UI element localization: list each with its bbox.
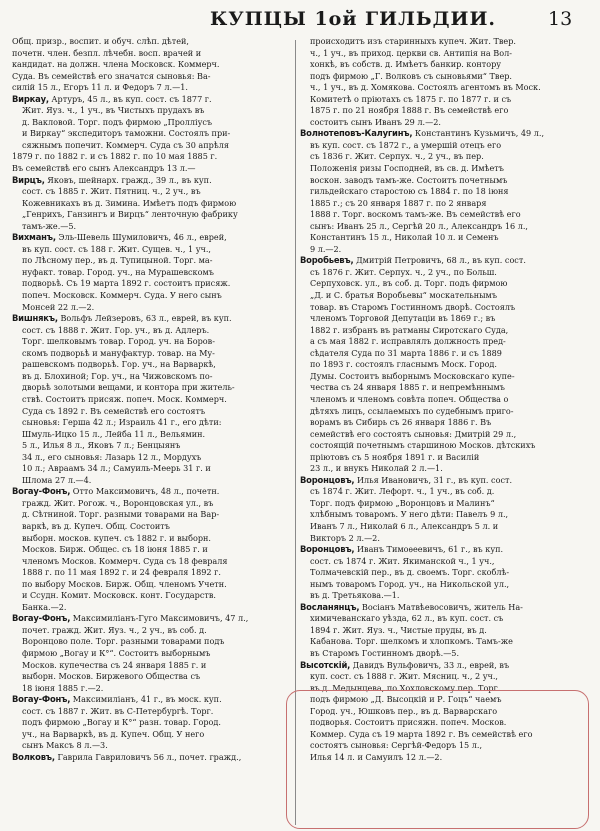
line-text: 10 л.; Авраамъ 34 л.; Самуиль-Меерь 31 г. и: [22, 463, 211, 474]
line-text: происходитъ изъ старинныхъ купеч. Жит. Твер.: [310, 36, 516, 46]
text-line: [300, 348, 590, 360]
text-line: [12, 278, 302, 290]
line-text: Банка.—2.: [22, 601, 67, 612]
text-line: [12, 71, 302, 83]
line-text: Максимиліанъ-Гуго Максимовичъ, 47 л.,: [70, 613, 249, 624]
line-text: Жит. Яуз. ч., 1 уч., въ Чистыхъ прудахъ въ: [22, 105, 205, 116]
line-text: Иванъ Тимоѳеевичъ, 61 г., въ куп.: [354, 544, 504, 555]
line-text: выборн. Москов. Биржевого Общества съ: [22, 671, 201, 682]
line-text: съ 1876 г. Жит. Серпух. ч., 2 уч., по Больш.: [310, 266, 497, 277]
line-text: подъ фирмою „Д. Высоцкій и Р. Гоцъ“ чаемъ: [310, 694, 502, 705]
line-text: 23 л., и внукъ Николай 2 л.—1.: [310, 463, 443, 474]
line-text: рашевскомъ подворьѣ. Гор. уч., на Варваркѣ,: [22, 359, 216, 370]
line-text: съ 1874 г. Жит. Лефорт. ч., 1 уч., въ соб. д.: [310, 486, 495, 497]
text-line: [12, 371, 302, 383]
line-text: Давидъ Вульфовичъ, 33 л., еврей, въ: [350, 659, 510, 670]
line-text: уч., на Варваркѣ, въ д. Купеч. Общ. У него: [22, 728, 205, 739]
text-line: [12, 209, 302, 221]
line-text: Шлома 27 л.—4.: [22, 474, 92, 485]
line-text: сыновья: Герша 42 л.; Израиль 41 г., его дѣти:: [22, 417, 222, 428]
line-text: Комитетѣ о пріютахъ съ 1875 г. по 1877 г. и съ: [310, 93, 512, 104]
text-line: [12, 290, 302, 302]
text-line: [300, 359, 590, 371]
text-line: [300, 151, 590, 163]
text-line: [12, 740, 302, 752]
text-line: [12, 475, 302, 487]
line-text: д. Вакловой. Торг. подъ фирмою „Пролліусъ: [22, 116, 213, 127]
entry-surname: Восланянцъ,: [300, 601, 360, 612]
text-line: [12, 544, 302, 556]
line-text: подворья. Состоитъ присяжн. попеч. Москов.: [310, 717, 507, 728]
text-line: [300, 163, 590, 175]
text-line: [300, 521, 590, 533]
line-text: и Ссудн. Комит. Московск. конт. Государств.: [22, 590, 216, 601]
text-line: [12, 556, 302, 568]
text-line: [12, 36, 302, 48]
text-line: [300, 94, 590, 106]
page-header: [0, 6, 600, 36]
text-line: [12, 521, 302, 533]
line-text: Илья Ивановичъ, 31 г., въ куп. сост.: [354, 474, 513, 485]
line-text: ч., 1 уч., въ приход. церкви св. Антипія на Вол-: [310, 47, 512, 58]
line-text: состоящій почетнымъ старшиною Москов. дѣтскихъ: [310, 440, 536, 451]
line-text: гильдейскаго старостою съ 1884 г. по 18 іюня: [310, 186, 509, 197]
text-line: [300, 694, 590, 706]
line-text: скомъ подворьѣ и мануфактур. товар. на Му-: [22, 347, 215, 358]
line-text: воскон. заводъ тамъ-же. Состоитъ почетнымъ: [310, 174, 508, 185]
line-text: сост. съ 1888 г. Жит. Гор. уч., въ д. Адлеръ.: [22, 324, 210, 335]
line-text: въ Старомъ Гостинномъ дворѣ.—5.: [310, 647, 460, 658]
text-line: [12, 706, 302, 718]
text-line: [300, 740, 590, 752]
line-text: Вольфъ Лейзеровъ, 63 л., еврей, въ куп.: [57, 313, 232, 324]
entry-surname: Воронцовъ,: [300, 544, 355, 555]
text-line: [300, 440, 590, 452]
line-text: состоятъ сыновья: Сергѣй-Федоръ 15 л.,: [310, 740, 483, 751]
line-text: сынъ Максъ 8 л.—3.: [22, 740, 108, 751]
text-line: [300, 636, 590, 648]
text-line: [12, 648, 302, 660]
entry-surname: Вогау-Фонъ,: [12, 613, 71, 624]
line-text: Викторъ 2 л.—2.: [310, 532, 380, 543]
text-line: [300, 544, 590, 556]
entry-surname: Вогау-Фонъ,: [12, 694, 71, 705]
text-line: [12, 579, 302, 591]
text-line: [300, 463, 590, 475]
text-line: [300, 706, 590, 718]
page-title: КУПЦЫ 1ой ГИЛЬДИИ.: [210, 8, 497, 30]
line-text: дворьѣ золотыми вещами, и контора при житель-: [22, 382, 235, 393]
entry-surname: Высотскій,: [300, 659, 351, 670]
line-text: пріютовъ съ 5 ноября 1891 г. и Василій: [310, 451, 480, 462]
line-text: 34 л., его сыновья: Лазарь 12 л., Мордухъ: [22, 451, 202, 462]
line-text: и Виркау“ экспедиторъ таможни. Состоялъ при-: [22, 128, 231, 139]
line-text: 1885 г.; съ 20 января 1887 г. по 2 января: [310, 197, 487, 208]
line-text: Артуръ, 45 л., въ куп. сост. съ 1877 г.: [48, 93, 212, 104]
text-line: [300, 186, 590, 198]
text-line: [12, 302, 302, 314]
text-line: [300, 671, 590, 683]
line-text: Эль-Шевель Шумиловичъ, 46 л., еврей,: [55, 232, 227, 243]
line-text: по выбору Москов. Бирж. Общ. членомъ Учетн.: [22, 578, 227, 589]
entry-surname: Вихманъ,: [12, 232, 56, 243]
line-text: состоитъ сынъ Иванъ 29 л.—2.: [310, 116, 441, 127]
line-text: Кожевникахъ въ д. Зимина. Имѣетъ подъ фирмою: [22, 197, 237, 208]
text-line: [300, 140, 590, 152]
text-line: [300, 579, 590, 591]
line-text: сяжнымъ попечит. Коммерч. Суда съ 30 апрѣля: [22, 139, 229, 150]
text-line: [12, 406, 302, 418]
text-line: [300, 452, 590, 464]
text-line: [12, 463, 302, 475]
line-text: сост. съ 1887 г. Жит. въ С-Петербургѣ. Торг.: [22, 705, 214, 716]
text-line: [12, 533, 302, 545]
text-line: [300, 613, 590, 625]
text-line: [300, 267, 590, 279]
entry-surname: Вишнякъ,: [12, 313, 58, 324]
text-line: [12, 151, 302, 163]
text-line: [300, 232, 590, 244]
line-text: попеч. Московск. Коммерч. Суда. У него сынъ: [22, 290, 222, 301]
text-line: [300, 59, 590, 71]
text-line: [300, 278, 590, 290]
line-text: 1879 г. по 1882 г. и съ 1882 г. по 10 мая 1885 г.: [12, 151, 218, 162]
entry-surname: Воронцовъ,: [300, 474, 355, 485]
text-line: [12, 175, 302, 187]
line-text: Дмитрій Петровичъ, 68 л., въ куп. сост.: [353, 255, 526, 266]
line-text: Суда. Въ семействѣ его значатся сыновья: Ва-: [12, 70, 211, 81]
line-text: Толмачевскій пер., въ д. своемъ. Торг. скоблѣ-: [310, 567, 510, 578]
text-line: [12, 82, 302, 94]
text-line: [12, 48, 302, 60]
text-line: [300, 752, 590, 764]
line-text: ч., 1 уч., въ д. Хомякова. Состоялъ агентомъ въ Моск.: [310, 82, 541, 93]
line-text: Воронцово поле. Торг. разными товарами подъ: [22, 636, 225, 647]
line-text: членомъ и членомъ совѣта попеч. Общества о: [310, 393, 509, 404]
line-text: Константинъ Кузьмичъ, 49 л.,: [412, 128, 545, 139]
text-line: [12, 221, 302, 233]
line-text: Максимиліанъ, 41 г., въ моск. куп.: [70, 694, 222, 705]
text-line: [12, 232, 302, 244]
line-text: сост. съ 1874 г. Жит. Якиманской ч., 1 уч.,: [310, 555, 495, 566]
text-line: [300, 533, 590, 545]
text-line: [12, 567, 302, 579]
text-line: [300, 498, 590, 510]
text-line: [12, 105, 302, 117]
line-text: выборн. москов. купеч. съ 1882 г. и выборн.: [22, 532, 211, 543]
entry-surname: Волковъ,: [12, 751, 55, 762]
text-line: [12, 683, 302, 695]
text-line: [300, 417, 590, 429]
line-text: товар. въ Старомъ Гостинномъ дворѣ. Состоялъ: [310, 301, 516, 312]
line-text: сынъ: Иванъ 25 л., Сергѣй 20 л., Александръ 16 л.,: [310, 220, 529, 231]
text-line: [300, 128, 590, 140]
line-text: Илья 14 л. и Самуилъ 12 л.—2.: [310, 751, 443, 762]
text-line: [300, 567, 590, 579]
line-text: въ куп. сост. съ 188 г. Жит. Сущев. ч., 1 уч.,: [22, 243, 211, 254]
line-text: почетн. член. безпл. лѣчебн. восп. врачей и: [12, 47, 202, 58]
text-line: [300, 429, 590, 441]
text-line: [300, 602, 590, 614]
right-column: [300, 36, 590, 826]
line-text: Отто Максимовичъ, 48 л., почетн.: [70, 486, 220, 497]
line-text: химичеванскаго уѣзда, 62 л., въ куп. сост. съ: [310, 613, 504, 624]
line-text: въ куп. сост. съ 1872 г., а умершій отецъ его: [310, 139, 502, 150]
line-text: Положенія ризы Господней, въ св. д. Имѣетъ: [310, 163, 504, 174]
column-divider: [295, 40, 296, 825]
text-line: [12, 313, 302, 325]
text-line: [300, 486, 590, 498]
line-text: Москов. купечества съ 24 января 1885 г. и: [22, 659, 207, 670]
line-text: Кабанова. Торг. шелкомъ и хлопкомъ. Тамъ-же: [310, 636, 513, 647]
line-text: въ д. Медынцева, по Хохловскому пер. Торг.: [310, 682, 501, 693]
text-line: [12, 336, 302, 348]
text-line: [12, 186, 302, 198]
text-line: [300, 371, 590, 383]
line-text: подъ фирмою „Вогау и К°“ разн. товар. Город.: [22, 717, 221, 728]
line-text: нуфакт. товар. Город. уч., на Мурашевскомъ: [22, 266, 214, 277]
line-text: членомъ Москов. Коммерч. Суда съ 18 февраля: [22, 555, 228, 566]
line-text: Думы. Состоитъ выборнымъ Московскаго купе-: [310, 370, 515, 381]
line-text: варкѣ, въ д. Купеч. Общ. Состоитъ: [22, 520, 170, 531]
text-line: [12, 382, 302, 394]
text-line: [300, 509, 590, 521]
line-text: ствѣ. Состоитъ присяж. попеч. Моск. Коммерч.: [22, 393, 227, 404]
line-text: семействѣ его состоятъ сыновья: Дмитрій 29 л.,: [310, 428, 517, 439]
text-line: [300, 648, 590, 660]
text-line: [12, 348, 302, 360]
text-line: [300, 406, 590, 418]
text-line: [12, 198, 302, 210]
line-text: нымъ товаромъ Город. уч., на Никольской ул.,: [310, 578, 510, 589]
line-text: „Д. и С. братья Воробьевы“ москательнымъ: [310, 290, 498, 301]
line-text: Константинъ 15 л., Николай 10 л. и Семенъ: [310, 232, 499, 243]
text-line: [12, 602, 302, 614]
text-line: [12, 694, 302, 706]
text-line: [12, 671, 302, 683]
line-text: фирмою „Вогау и К°“. Состоитъ выборнымъ: [22, 647, 211, 658]
text-line: [12, 590, 302, 602]
line-text: Москов. Бирж. Общес. съ 18 іюня 1885 г. и: [22, 544, 208, 555]
entry-surname: Волнотеповъ-Калугинъ,: [300, 128, 413, 139]
text-line: [300, 198, 590, 210]
text-line: [300, 325, 590, 337]
text-line: [12, 660, 302, 672]
line-text: по 1893 г. состоялъ гласнымъ Моск. Город.: [310, 359, 497, 370]
line-text: сѣдателя Суда по 31 марта 1886 г. и съ 1889: [310, 347, 502, 358]
line-text: подворьѣ. Съ 19 марта 1892 г. состоитъ присяж.: [22, 278, 231, 289]
line-text: чества съ 24 января 1885 г. и непремѣннымъ: [310, 382, 505, 393]
line-text: 1888 г. Торг. воскомъ тамъ-же. Въ семействѣ его: [310, 209, 521, 220]
line-text: Монсей 22 л.—2.: [22, 301, 95, 312]
line-text: Гаврила Гавриловичъ 56 л., почет. гражд.,: [54, 751, 242, 762]
line-text: Иванъ 7 л., Николай 6 л., Александръ 5 л. и: [310, 520, 499, 531]
line-text: 1882 г. избранъ въ ратманы Сиротскаго Суда,: [310, 324, 509, 335]
line-text: хлѣбнымъ товаромъ. У него дѣти: Павелъ 9 л.,: [310, 509, 509, 520]
line-text: дѣтяхъ лицъ, ссылаемыхъ по судебнымъ приго-: [310, 405, 514, 416]
text-line: [12, 729, 302, 741]
text-line: [12, 325, 302, 337]
line-text: гражд. Жит. Рогож. ч., Воронцовская ул., въ: [22, 497, 214, 508]
line-text: Въ семействѣ его сынъ Александръ 13 л.—: [12, 163, 196, 174]
line-text: Серпуховск. ул., въ соб. д. Торг. подъ фирмою: [310, 278, 508, 289]
line-text: 1888 г. по 11 мая 1892 г. и 24 февраля 1892 г.: [22, 567, 221, 578]
left-column: [12, 36, 302, 826]
text-line: [12, 267, 302, 279]
line-text: ворамъ въ Сибирь съ 26 января 1886 г. Въ: [310, 417, 492, 428]
text-line: [300, 394, 590, 406]
text-line: [12, 59, 302, 71]
text-line: [300, 313, 590, 325]
line-text: куп. сост. съ 1888 г. Жит. Мясниц. ч., 2 уч.,: [310, 671, 498, 682]
entry-surname: Вогау-Фонъ,: [12, 486, 71, 497]
text-line: [12, 613, 302, 625]
text-line: [300, 244, 590, 256]
line-text: 5 л., Илья 8 л., Яковъ 7 л.; Бенцыянъ: [22, 440, 181, 451]
text-line: [300, 290, 590, 302]
text-line: [300, 117, 590, 129]
line-text: Яковъ, шейнарх. гражд., 39 л., въ куп.: [44, 174, 212, 185]
line-text: съ 1836 г. Жит. Серпух. ч., 2 уч., въ пер.: [310, 151, 484, 162]
line-text: Восіанъ Матвѣевосовичъ, житель На-: [359, 601, 523, 612]
line-text: почет. гражд. Жит. Яуз. ч., 2 уч., въ соб. д.: [22, 624, 207, 635]
line-text: 1894 г. Жит. Яуз. ч., Чистые пруды, въ д.: [310, 624, 487, 635]
line-text: „Генрихъ, Ганзингъ и Вирцъ“ ленточную фабрику: [22, 209, 238, 220]
text-line: [12, 452, 302, 464]
line-text: Торг. шелковымъ товар. Город. уч. на Боров-: [22, 336, 215, 347]
text-line: [12, 359, 302, 371]
line-text: въ д. Блохиной; Гор. уч., на Чижовскомъ по-: [22, 370, 213, 381]
entry-surname: Виркау,: [12, 93, 49, 104]
text-line: [12, 486, 302, 498]
text-line: [12, 394, 302, 406]
line-text: д. Сѣтниной. Торг. разными товарами на Вар-: [22, 509, 220, 520]
text-line: [12, 717, 302, 729]
text-line: [300, 475, 590, 487]
line-text: Коммер. Суда съ 19 марта 1892 г. Въ семействѣ его: [310, 728, 533, 739]
text-line: [300, 71, 590, 83]
text-line: [12, 117, 302, 129]
text-line: [12, 94, 302, 106]
text-line: [300, 175, 590, 187]
text-line: [12, 429, 302, 441]
text-line: [300, 302, 590, 314]
line-text: въ д. Третьякова.—1.: [310, 590, 400, 601]
text-line: [12, 509, 302, 521]
text-line: [300, 209, 590, 221]
line-text: тамъ-же.—5.: [22, 220, 77, 231]
line-text: членомъ Торговой Депутаціи въ 1869 г.; въ: [310, 313, 496, 324]
line-text: хонкѣ, въ собств. д. Имѣетъ банкир. контору: [310, 59, 502, 70]
page-number: 13: [548, 8, 573, 30]
text-line: [300, 105, 590, 117]
text-line: [12, 498, 302, 510]
text-line: [300, 82, 590, 94]
line-text: силій 15 л., Егоръ 11 л. и Федоръ 7 л.—1.: [12, 82, 188, 93]
text-line: [300, 382, 590, 394]
text-line: [12, 163, 302, 175]
text-line: [300, 36, 590, 48]
entry-surname: Вирцъ,: [12, 174, 45, 185]
text-line: [300, 221, 590, 233]
line-text: по Лѣсному пер., въ д. Тупицыной. Торг. ма-: [22, 255, 213, 266]
line-text: а съ мая 1882 г. исправлялъ должность пред-: [310, 336, 506, 347]
text-line: [12, 128, 302, 140]
text-line: [300, 336, 590, 348]
line-text: 9 л.—2.: [310, 243, 342, 254]
line-text: Общ. призр., воспит. и обуч. слѣп. дѣтей,: [12, 36, 190, 46]
text-line: [12, 255, 302, 267]
text-line: [300, 683, 590, 695]
line-text: Город. уч., Юшковъ пер., въ д. Варварскаго: [310, 705, 498, 716]
text-line: [12, 140, 302, 152]
entry-surname: Воробьевъ,: [300, 255, 354, 266]
text-line: [300, 48, 590, 60]
text-line: [12, 752, 302, 764]
text-line: [12, 440, 302, 452]
line-text: кандидат. на должн. члена Московск. Коммерч.: [12, 59, 220, 70]
line-text: Суда съ 1892 г. Въ семействѣ его состоятъ: [22, 405, 206, 416]
text-line: [300, 729, 590, 741]
line-text: Шмуль-Ицко 15 л., Лейба 11 л., Вельямин.: [22, 428, 206, 439]
text-line: [12, 244, 302, 256]
line-text: сост. съ 1885 г. Жит. Пятниц. ч., 2 уч., въ: [22, 186, 201, 197]
line-text: 1875 г. по 21 ноября 1888 г. Въ семействѣ его: [310, 105, 509, 116]
text-line: [300, 590, 590, 602]
text-line: [300, 556, 590, 568]
line-text: 18 іюня 1885 г.—2.: [22, 682, 104, 693]
line-text: Торг. подъ фирмою „Воронцовъ и Малинъ“: [310, 497, 495, 508]
text-line: [12, 625, 302, 637]
text-line: [300, 255, 590, 267]
text-line: [300, 660, 590, 672]
text-line: [300, 717, 590, 729]
text-line: [12, 417, 302, 429]
text-line: [12, 636, 302, 648]
text-line: [300, 625, 590, 637]
line-text: подъ фирмою „Г. Волковъ съ сыновьями“ Твер.: [310, 70, 513, 81]
